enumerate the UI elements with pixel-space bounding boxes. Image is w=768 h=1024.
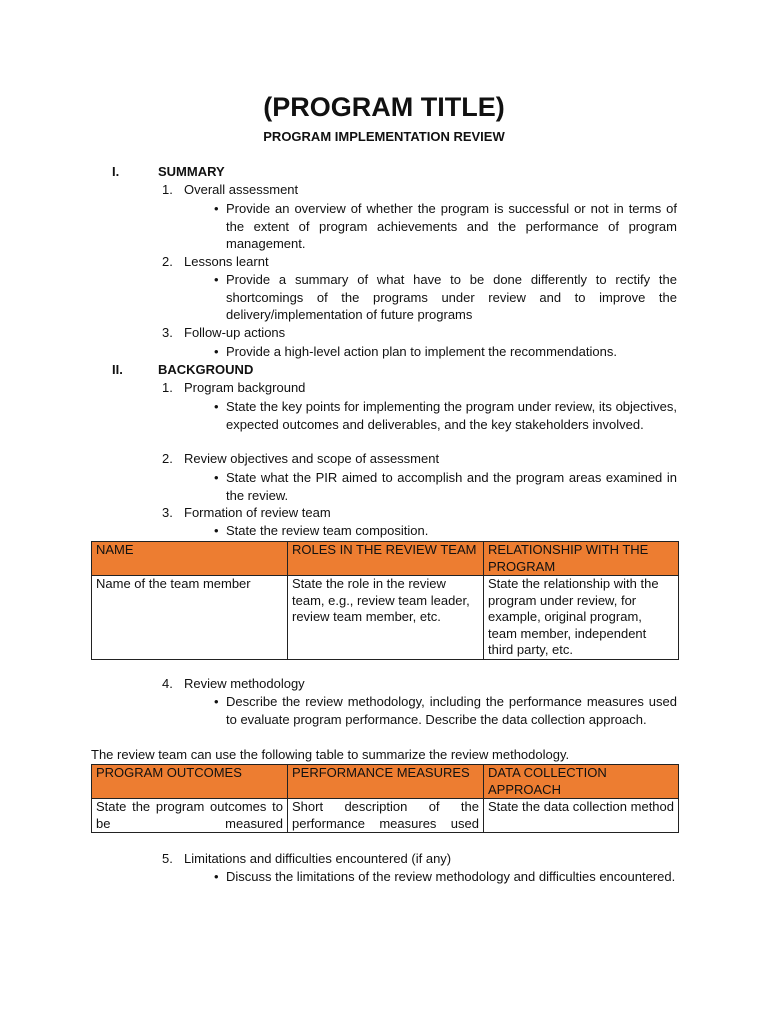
table-header-cell: NAME [92, 542, 288, 576]
bullet-icon: • [214, 272, 219, 287]
table-cell: State the role in the review team, e.g., review team leader, review team member, etc. [288, 576, 484, 660]
bullet-text: State what the PIR aimed to accomplish and the program areas examined in the review. [226, 470, 677, 503]
bullet-text: Provide an overview of whether the program is successful or not in terms of the extent of program achievements and the performance of program management. [226, 201, 677, 251]
review-team-table [91, 541, 679, 660]
table-header-cell: DATA COLLECTION APPROACH [484, 765, 679, 799]
table-header-cell: PROGRAM OUTCOMES [92, 765, 288, 799]
list-item-program-background: Program background [184, 380, 306, 395]
list-number: 1. [162, 380, 173, 395]
table-header-cell: PERFORMANCE MEASURES [288, 765, 484, 799]
table-cell: State the relationship with the program under review, for example, original program, team member, independent third party, etc. [484, 576, 679, 660]
bullet-text: Provide a high-level action plan to implement the recommendations. [226, 344, 617, 359]
section-title-summary: SUMMARY [158, 164, 225, 179]
list-number: 5. [162, 851, 173, 866]
table-header-cell: ROLES IN THE REVIEW TEAM [288, 542, 484, 576]
bullet-text: State the review team composition. [226, 523, 429, 538]
page-subtitle: PROGRAM IMPLEMENTATION REVIEW [263, 129, 505, 144]
table-cell: State the program outcomes to be measured [92, 799, 288, 833]
page-title: (PROGRAM TITLE) [263, 92, 505, 122]
list-item-follow-up-actions: Follow-up actions [184, 325, 286, 340]
list-number: 2. [162, 254, 173, 269]
bullet-icon: • [214, 344, 219, 359]
section-title-background: BACKGROUND [158, 362, 254, 377]
list-item-overall-assessment: Overall assessment [184, 182, 299, 197]
bullet-icon: • [214, 694, 219, 709]
bullet-text: State the key points for implementing the program under review, its objectives, expected outcomes and deliverables, and the key stakeholders involved. [226, 399, 677, 432]
list-number: 1. [162, 182, 173, 197]
list-number: 2. [162, 451, 173, 466]
list-item-lessons-learnt: Lessons learnt [184, 254, 269, 269]
bullet-text: Discuss the limitations of the review methodology and difficulties encountered. [226, 869, 676, 884]
list-number: 3. [162, 505, 173, 520]
table-header-row [92, 765, 679, 799]
bullet-icon: • [214, 201, 219, 216]
table-header-row [92, 542, 679, 576]
list-item-limitations: Limitations and difficulties encountered (if any) [184, 851, 452, 866]
list-number: 4. [162, 676, 173, 691]
review-methodology-table [91, 764, 679, 833]
bullet-icon: • [214, 470, 219, 485]
bullet-text: Describe the review methodology, including the performance measures used to evaluate program performance. Describe the data collection approach. [226, 694, 677, 727]
bullet-icon: • [214, 523, 219, 538]
table-header-cell: RELATIONSHIP WITH THE PROGRAM [484, 542, 679, 576]
table-cell: State the data collection method [484, 799, 679, 833]
list-item-review-methodology: Review methodology [184, 676, 305, 691]
bullet-text: Provide a summary of what have to be done differently to rectify the shortcomings of the programs under review and to improve the delivery/implementation of future programs [226, 272, 677, 322]
section-number: I. [112, 164, 120, 179]
bullet-icon: • [214, 869, 219, 884]
methodology-note: The review team can use the following table to summarize the review methodology. [91, 747, 570, 762]
bullet-icon: • [214, 399, 219, 414]
table-cell: Name of the team member [92, 576, 288, 660]
list-number: 3. [162, 325, 173, 340]
list-item-formation-of-review-team: Formation of review team [184, 505, 331, 520]
table-row [92, 799, 679, 833]
section-number: II. [112, 362, 123, 377]
table-cell: Short description of the performance measures used [288, 799, 484, 833]
table-row [92, 576, 679, 660]
list-item-review-objectives: Review objectives and scope of assessment [184, 451, 440, 466]
